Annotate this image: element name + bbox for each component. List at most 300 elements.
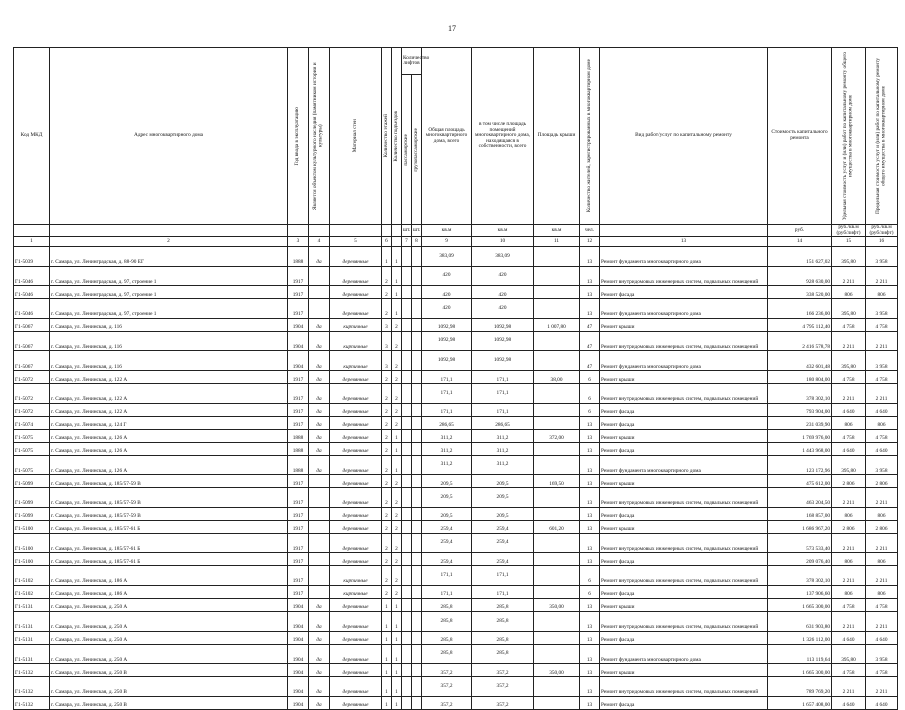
row-cost: 113 119,64	[768, 644, 832, 664]
row-entrances: 1	[392, 442, 402, 455]
row-wall-material: кирпичные	[330, 318, 382, 331]
row-total-area: 209,5	[422, 507, 472, 520]
row-wall-material: деревянные	[330, 286, 382, 299]
colnum-cell: 3	[288, 237, 309, 247]
row-passenger-lifts	[402, 286, 412, 299]
row-residents: 13	[580, 644, 600, 664]
row-passenger-lifts	[402, 553, 412, 566]
row-unit-cost: 395,80	[832, 455, 866, 475]
row-residents: 13	[580, 631, 600, 644]
row-cost: 209 076,40	[768, 553, 832, 566]
row-entrances: 1	[392, 677, 402, 697]
row-passenger-lifts	[402, 331, 412, 351]
row-entrances: 2	[392, 475, 402, 488]
row-residents: 6	[580, 371, 600, 384]
row-roof-area	[534, 507, 580, 520]
row-passenger-lifts	[402, 371, 412, 384]
row-heritage: да	[309, 247, 330, 267]
colnum-cell: 13	[600, 237, 768, 247]
row-residents: 13	[580, 286, 600, 299]
row-wall-material: деревянные	[330, 299, 382, 319]
row-owned-area: 171,1	[472, 384, 534, 404]
row-floors: 1	[382, 247, 392, 267]
row-entrances: 2	[392, 488, 402, 508]
row-address: г. Самара, ул. Ленинградская, д. 88-90 ЕГ	[50, 247, 288, 267]
row-limit-cost: 4 758	[866, 371, 898, 384]
row-residents: 13	[580, 475, 600, 488]
row-entrances: 1	[392, 644, 402, 664]
table-row	[14, 677, 898, 697]
row-roof-area	[534, 442, 580, 455]
row-year: 1888	[288, 442, 309, 455]
colnum-cell: 4	[309, 237, 330, 247]
row-limit-cost: 2 211	[866, 533, 898, 553]
row-residents: 47	[580, 318, 600, 331]
row-residents: 13	[580, 416, 600, 429]
unit-cell: кв.м	[472, 225, 534, 237]
row-address: г. Самара, ул. Ленинская, д. 250 В	[50, 677, 288, 697]
row-entrances: 2	[392, 371, 402, 384]
row-code: Г1-5072	[14, 384, 50, 404]
row-address: г. Самара, ул. Ленинская, д. 126 А	[50, 455, 288, 475]
row-floors: 1	[382, 612, 392, 632]
row-passenger-lifts	[402, 612, 412, 632]
row-cost: 1 769 976,00	[768, 429, 832, 442]
row-year: 1888	[288, 247, 309, 267]
row-total-area: 357,2	[422, 664, 472, 677]
row-year: 1904	[288, 331, 309, 351]
unit-cell	[382, 225, 392, 237]
row-passenger-lifts	[402, 488, 412, 508]
row-address: г. Самара, ул. Ленинградская, д. 97, строение 1	[50, 299, 288, 319]
row-work-type: Ремонт крыши	[600, 520, 768, 533]
row-wall-material: деревянные	[330, 696, 382, 709]
row-total-area: 285,8	[422, 644, 472, 664]
row-residents: 13	[580, 488, 600, 508]
row-passenger-lifts	[402, 631, 412, 644]
row-heritage: да	[309, 442, 330, 455]
row-address: г. Самара, ул. Ленинская, д. 250 А	[50, 644, 288, 664]
row-residents: 13	[580, 507, 600, 520]
row-unit-cost: 2 211	[832, 266, 866, 286]
row-residents: 13	[580, 247, 600, 267]
row-roof-area	[534, 612, 580, 632]
row-cost: 463 204,50	[768, 488, 832, 508]
table-row	[14, 299, 898, 319]
row-wall-material: деревянные	[330, 677, 382, 697]
row-roof-area	[534, 586, 580, 599]
row-limit-cost: 3 958	[866, 644, 898, 664]
row-roof-area: 350,00	[534, 599, 580, 612]
row-work-type: Ремонт фасада	[600, 442, 768, 455]
row-freight-lifts	[412, 520, 422, 533]
row-owned-area: 209,5	[472, 475, 534, 488]
row-wall-material: деревянные	[330, 371, 382, 384]
row-wall-material: деревянные	[330, 631, 382, 644]
row-limit-cost: 2 211	[866, 566, 898, 586]
unit-cell: шт.	[402, 225, 412, 237]
row-floors: 3	[382, 331, 392, 351]
row-floors: 2	[382, 566, 392, 586]
row-total-area: 311,2	[422, 442, 472, 455]
row-wall-material: кирпичные	[330, 331, 382, 351]
table-header	[14, 48, 898, 247]
row-wall-material: деревянные	[330, 442, 382, 455]
row-code: Г1-5132	[14, 677, 50, 697]
row-limit-cost: 2 806	[866, 475, 898, 488]
row-owned-area: 357,2	[472, 696, 534, 709]
unit-cell: кв.м	[422, 225, 472, 237]
row-cost: 166 236,00	[768, 299, 832, 319]
row-total-area: 420	[422, 286, 472, 299]
row-floors: 1	[382, 696, 392, 709]
row-owned-area: 171,1	[472, 403, 534, 416]
table-row	[14, 566, 898, 586]
table-row	[14, 520, 898, 533]
row-address: г. Самара, ул. Ленинская, д. 250 А	[50, 631, 288, 644]
row-owned-area: 286,65	[472, 416, 534, 429]
row-entrances: 1	[392, 429, 402, 442]
row-owned-area: 259,4	[472, 520, 534, 533]
row-cost: 168 857,00	[768, 507, 832, 520]
table-row	[14, 429, 898, 442]
row-freight-lifts	[412, 384, 422, 404]
row-unit-cost: 4 640	[832, 442, 866, 455]
row-heritage	[309, 520, 330, 533]
row-residents: 13	[580, 442, 600, 455]
page-number: 17	[448, 24, 456, 33]
row-residents: 13	[580, 664, 600, 677]
row-owned-area: 357,2	[472, 677, 534, 697]
row-owned-area: 311,2	[472, 455, 534, 475]
table-body	[14, 247, 898, 710]
row-total-area: 383,09	[422, 247, 472, 267]
colnum-cell: 6	[382, 237, 392, 247]
row-wall-material: деревянные	[330, 429, 382, 442]
row-wall-material: деревянные	[330, 612, 382, 632]
row-residents: 13	[580, 599, 600, 612]
table-row	[14, 696, 898, 709]
row-roof-area	[534, 553, 580, 566]
row-freight-lifts	[412, 416, 422, 429]
colnum-cell: 11	[534, 237, 580, 247]
row-roof-area	[534, 247, 580, 267]
row-entrances: 2	[392, 351, 402, 371]
row-code: Г1-5046	[14, 299, 50, 319]
row-code: Г1-5132	[14, 696, 50, 709]
header-cost: Стоимость капитального ремонта	[768, 48, 832, 225]
row-passenger-lifts	[402, 429, 412, 442]
row-freight-lifts	[412, 586, 422, 599]
row-work-type: Ремонт внутридомовых инженерных систем, подвальных помещений	[600, 612, 768, 632]
table-row	[14, 266, 898, 286]
row-limit-cost: 806	[866, 553, 898, 566]
row-unit-cost: 4 640	[832, 696, 866, 709]
row-year: 1904	[288, 599, 309, 612]
row-work-type: Ремонт фасада	[600, 416, 768, 429]
row-unit-cost: 2 211	[832, 677, 866, 697]
row-freight-lifts	[412, 507, 422, 520]
row-work-type: Ремонт крыши	[600, 318, 768, 331]
colnum-cell: 9	[422, 237, 472, 247]
row-freight-lifts	[412, 664, 422, 677]
unit-cell: шт.	[412, 225, 422, 237]
row-roof-area	[534, 384, 580, 404]
row-wall-material: деревянные	[330, 488, 382, 508]
row-entrances: 2	[392, 520, 402, 533]
table-row	[14, 475, 898, 488]
row-heritage: да	[309, 403, 330, 416]
row-code: Г1-5067	[14, 331, 50, 351]
row-roof-area	[534, 644, 580, 664]
row-total-area: 1092,98	[422, 331, 472, 351]
row-owned-area: 420	[472, 266, 534, 286]
row-work-type: Ремонт крыши	[600, 371, 768, 384]
row-entrances: 2	[392, 533, 402, 553]
table-row	[14, 286, 898, 299]
row-freight-lifts	[412, 403, 422, 416]
row-heritage	[309, 299, 330, 319]
table-row	[14, 599, 898, 612]
row-residents: 13	[580, 533, 600, 553]
row-cost: 1 326 112,00	[768, 631, 832, 644]
row-code: Г1-5072	[14, 371, 50, 384]
row-year: 1917	[288, 566, 309, 586]
row-owned-area: 171,1	[472, 586, 534, 599]
row-unit-cost: 4 640	[832, 631, 866, 644]
row-heritage	[309, 507, 330, 520]
row-floors: 2	[382, 586, 392, 599]
row-floors: 2	[382, 429, 392, 442]
row-passenger-lifts	[402, 664, 412, 677]
row-passenger-lifts	[402, 520, 412, 533]
table-row	[14, 553, 898, 566]
row-limit-cost: 4 758	[866, 318, 898, 331]
header-entrances: Количество подъездов	[392, 110, 399, 162]
row-cost: 1 665 300,00	[768, 599, 832, 612]
row-total-area: 259,4	[422, 520, 472, 533]
row-address: г. Самара, ул. Ленинская, д. 185/57-59 В	[50, 488, 288, 508]
row-floors: 2	[382, 553, 392, 566]
colnum-cell: 14	[768, 237, 832, 247]
table-row	[14, 586, 898, 599]
row-floors: 2	[382, 507, 392, 520]
row-limit-cost: 2 806	[866, 520, 898, 533]
row-limit-cost: 2 211	[866, 266, 898, 286]
column-number-row	[14, 237, 898, 247]
row-year: 1917	[288, 488, 309, 508]
row-cost: 378 302,10	[768, 384, 832, 404]
unit-cell	[309, 225, 330, 237]
row-floors: 2	[382, 384, 392, 404]
row-code: Г1-5067	[14, 318, 50, 331]
table-row	[14, 612, 898, 632]
row-year: 1888	[288, 429, 309, 442]
row-roof-area: 601,20	[534, 520, 580, 533]
row-heritage	[309, 533, 330, 553]
row-passenger-lifts	[402, 566, 412, 586]
row-address: г. Самара, ул. Ленинская, д. 185/57-59 В	[50, 475, 288, 488]
row-work-type: Ремонт внутридомовых инженерных систем, подвальных помещений	[600, 533, 768, 553]
row-wall-material: деревянные	[330, 520, 382, 533]
row-residents: 13	[580, 299, 600, 319]
row-cost: 378 302,10	[768, 566, 832, 586]
row-owned-area: 420	[472, 286, 534, 299]
row-wall-material: деревянные	[330, 553, 382, 566]
row-cost: 4 795 112,40	[768, 318, 832, 331]
row-year: 1904	[288, 644, 309, 664]
row-entrances: 2	[392, 566, 402, 586]
unit-cell: чел.	[580, 225, 600, 237]
row-year: 1904	[288, 696, 309, 709]
row-address: г. Самара, ул. Ленинская, д. 250 В	[50, 664, 288, 677]
row-entrances: 1	[392, 286, 402, 299]
row-address: г. Самара, ул. Ленинская, д. 126 А	[50, 442, 288, 455]
row-floors: 1	[382, 677, 392, 697]
row-code: Г1-5046	[14, 286, 50, 299]
row-year: 1904	[288, 631, 309, 644]
row-wall-material: деревянные	[330, 455, 382, 475]
row-year: 1904	[288, 612, 309, 632]
row-code: Г1-5067	[14, 351, 50, 371]
row-limit-cost: 806	[866, 507, 898, 520]
row-limit-cost: 2 211	[866, 612, 898, 632]
row-freight-lifts	[412, 351, 422, 371]
row-unit-cost: 806	[832, 553, 866, 566]
row-work-type: Ремонт внутридомовых инженерных систем, подвальных помещений	[600, 677, 768, 697]
table-row	[14, 331, 898, 351]
row-passenger-lifts	[402, 696, 412, 709]
row-freight-lifts	[412, 644, 422, 664]
row-address: г. Самара, ул. Ленинская, д. 126 А	[50, 429, 288, 442]
row-total-area: 209,5	[422, 488, 472, 508]
unit-cell	[50, 225, 288, 237]
row-freight-lifts	[412, 429, 422, 442]
header-year: Год ввода в эксплуатацию	[294, 106, 301, 166]
row-heritage: да	[309, 677, 330, 697]
row-passenger-lifts	[402, 475, 412, 488]
row-roof-area	[534, 677, 580, 697]
row-unit-cost: 395,80	[832, 644, 866, 664]
row-total-area: 209,5	[422, 475, 472, 488]
header-freight-lifts: грузопассажирские	[412, 127, 419, 172]
row-address: г. Самара, ул. Ленинская, д. 116	[50, 351, 288, 371]
row-wall-material: деревянные	[330, 507, 382, 520]
row-roof-area	[534, 533, 580, 553]
row-total-area: 1092,98	[422, 351, 472, 371]
row-limit-cost: 806	[866, 586, 898, 599]
row-passenger-lifts	[402, 266, 412, 286]
row-floors: 3	[382, 351, 392, 371]
row-code: Г1-5102	[14, 586, 50, 599]
row-wall-material: деревянные	[330, 247, 382, 267]
row-unit-cost: 395,80	[832, 299, 866, 319]
row-total-area: 1092,98	[422, 318, 472, 331]
row-entrances: 2	[392, 416, 402, 429]
row-work-type: Ремонт фундамента многоквартирного дома	[600, 351, 768, 371]
row-year: 1917	[288, 533, 309, 553]
row-cost: 151 627,02	[768, 247, 832, 267]
row-unit-cost: 2 806	[832, 475, 866, 488]
table-row	[14, 416, 898, 429]
row-roof-area	[534, 351, 580, 371]
row-entrances: 1	[392, 696, 402, 709]
row-unit-cost: 2 211	[832, 331, 866, 351]
row-code: Г1-5099	[14, 475, 50, 488]
row-year: 1917	[288, 586, 309, 599]
table-row	[14, 631, 898, 644]
row-heritage	[309, 475, 330, 488]
row-unit-cost: 4 640	[832, 403, 866, 416]
row-heritage	[309, 488, 330, 508]
row-entrances: 2	[392, 586, 402, 599]
row-floors: 2	[382, 403, 392, 416]
row-work-type: Ремонт внутридомовых инженерных систем, подвальных помещений	[600, 331, 768, 351]
row-wall-material: деревянные	[330, 644, 382, 664]
row-cost: 631 903,80	[768, 612, 832, 632]
row-address: г. Самара, ул. Ленинская, д. 185/57-61 Б	[50, 553, 288, 566]
row-freight-lifts	[412, 247, 422, 267]
row-owned-area: 285,8	[472, 612, 534, 632]
row-code: Г1-5131	[14, 644, 50, 664]
row-unit-cost: 4 758	[832, 371, 866, 384]
table-row	[14, 644, 898, 664]
row-cost: 789 769,20	[768, 677, 832, 697]
row-total-area: 357,2	[422, 696, 472, 709]
row-wall-material: деревянные	[330, 533, 382, 553]
row-limit-cost: 4 640	[866, 696, 898, 709]
row-owned-area: 285,8	[472, 631, 534, 644]
row-cost: 1 443 968,00	[768, 442, 832, 455]
row-passenger-lifts	[402, 247, 412, 267]
row-heritage: да	[309, 696, 330, 709]
header-limit-cost: Предельная стоимость услуг и (или) работ по капитальному ремонту общего имущества в многоквартирном доме	[874, 58, 887, 214]
row-owned-area: 311,2	[472, 442, 534, 455]
row-floors: 2	[382, 520, 392, 533]
row-passenger-lifts	[402, 644, 412, 664]
row-address: г. Самара, ул. Ленинская, д. 185/57-61 Б	[50, 520, 288, 533]
row-code: Г1-5072	[14, 403, 50, 416]
row-entrances: 1	[392, 266, 402, 286]
row-address: г. Самара, ул. Ленинская, д. 124 Г	[50, 416, 288, 429]
row-owned-area: 285,8	[472, 599, 534, 612]
row-year: 1904	[288, 351, 309, 371]
row-total-area: 311,2	[422, 455, 472, 475]
row-floors: 2	[382, 533, 392, 553]
table-row	[14, 533, 898, 553]
row-floors: 2	[382, 488, 392, 508]
row-year: 1917	[288, 384, 309, 404]
header-address: Адрес многоквартирного дома	[50, 48, 288, 225]
row-floors: 1	[382, 599, 392, 612]
row-address: г. Самара, ул. Ленинская, д. 250 В	[50, 696, 288, 709]
row-freight-lifts	[412, 475, 422, 488]
row-work-type: Ремонт крыши	[600, 475, 768, 488]
row-roof-area	[534, 455, 580, 475]
row-unit-cost: 2 211	[832, 533, 866, 553]
row-freight-lifts	[412, 442, 422, 455]
row-freight-lifts	[412, 696, 422, 709]
row-code: Г1-5131	[14, 631, 50, 644]
row-owned-area: 285,8	[472, 644, 534, 664]
row-passenger-lifts	[402, 318, 412, 331]
row-owned-area: 1092,98	[472, 351, 534, 371]
row-total-area: 259,4	[422, 533, 472, 553]
row-limit-cost: 4 640	[866, 442, 898, 455]
units-row	[14, 225, 898, 237]
row-total-area: 285,8	[422, 612, 472, 632]
row-residents: 13	[580, 553, 600, 566]
